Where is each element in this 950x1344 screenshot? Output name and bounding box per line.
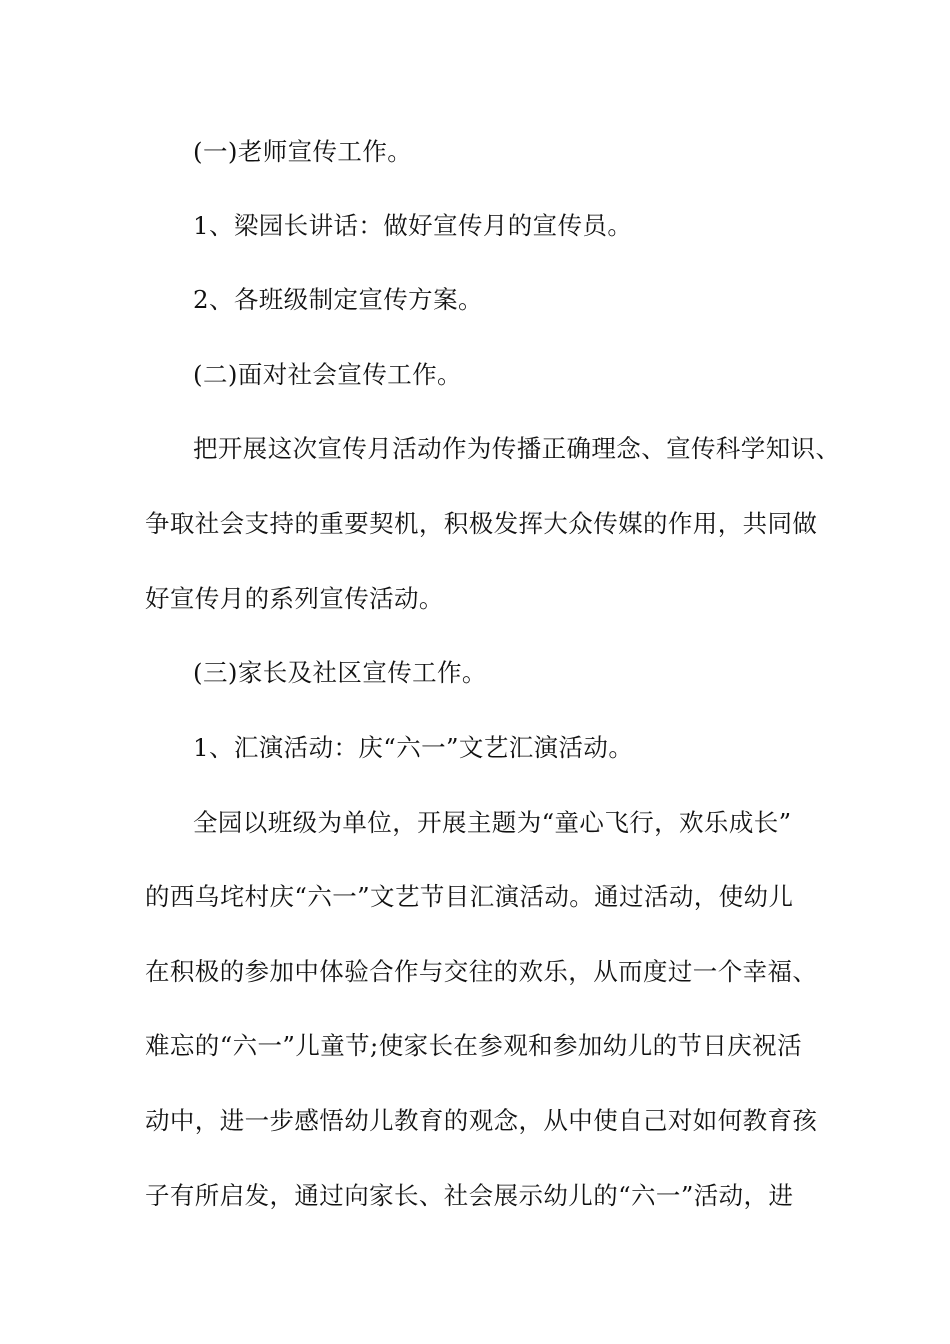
paragraph-line: 好宣传月的系列宣传活动。 xyxy=(145,584,444,613)
paragraph-line: 的西乌垞村庆“六一”文艺节目汇演活动。通过活动，使幼儿 xyxy=(145,882,794,911)
list-item: 1、梁园长讲话：做好宣传月的宣传员。 xyxy=(193,211,633,240)
paragraph-line: 把开展这次宣传月活动作为传播正确理念、宣传科学知识、 xyxy=(193,434,841,463)
section-heading-1: (一)老师宣传工作。 xyxy=(193,137,413,166)
paragraph-line: 动中，进一步感悟幼儿教育的观念，从中使自己对如何教育孩 xyxy=(145,1106,818,1135)
paragraph-line: 争取社会支持的重要契机，积极发挥大众传媒的作用，共同做 xyxy=(145,509,818,538)
list-item: 1、汇演活动：庆“六一”文艺汇演活动。 xyxy=(193,733,634,762)
paragraph-line: 难忘的“六一”儿童节;使家长在参观和参加幼儿的节日庆祝活 xyxy=(145,1031,803,1060)
list-item: 2、各班级制定宣传方案。 xyxy=(193,285,483,314)
paragraph-line: 子有所启发，通过向家长、社会展示幼儿的“六一”活动，进 xyxy=(145,1181,794,1210)
paragraph-line: 全园以班级为单位，开展主题为“童心飞行，欢乐成长” xyxy=(193,808,792,837)
section-heading-2: (二)面对社会宣传工作。 xyxy=(193,360,462,389)
section-heading-3: (三)家长及社区宣传工作。 xyxy=(193,658,487,687)
paragraph-line: 在积极的参加中体验合作与交往的欢乐，从而度过一个幸福、 xyxy=(145,957,818,986)
